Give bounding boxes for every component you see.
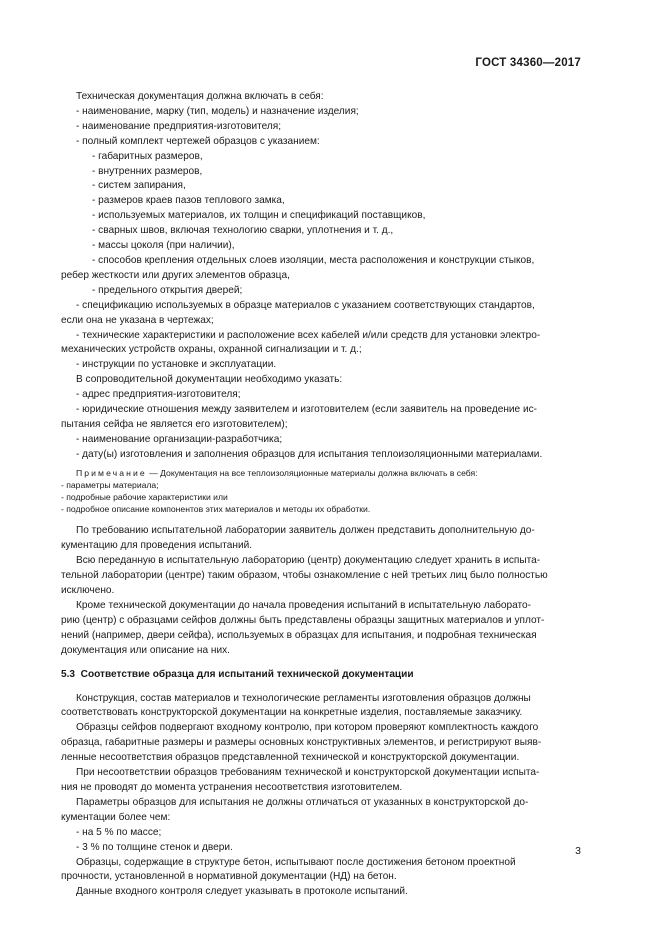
list-item: - полный комплект чертежей образцов с указанием:: [76, 135, 320, 147]
paragraph-line: Данные входного контроля следует указывать в протоколе испытаний.: [76, 886, 408, 898]
list-item-continuation: если она не указана в чертежах;: [61, 314, 214, 326]
paragraph-line: ленные несоответствия образцов представленной технической и конструкторской документации.: [61, 752, 520, 764]
paragraph-line: исключено.: [61, 585, 115, 597]
paragraph-line: кументации более чем:: [61, 811, 171, 823]
paragraph-line: Параметры образцов для испытания не должны отличаться от указанных в конструкторской до-: [76, 796, 529, 808]
paragraph-line: прочности, установленной в нормативной документации (НД) на бетон.: [61, 871, 397, 883]
list-item: - адрес предприятия-изготовителя;: [76, 389, 241, 401]
list-item: - юридические отношения между заявителем и изготовителем (если заявитель на проведение ис-: [76, 404, 538, 416]
paragraph-line: По требованию испытательной лаборатории заявитель должен представить дополнительную до-: [76, 525, 535, 537]
sub-list-item: - сварных швов, включая технологию сварки, уплотнения и т. д.,: [92, 225, 394, 237]
note-text: — Документация на все теплоизоляционные материалы должна включать в себя:: [146, 467, 478, 478]
paragraph-line: Образцы, содержащие в структуре бетон, испытывают после достижения бетоном проектной: [76, 856, 516, 868]
sub-list-item: - используемых материалов, их толщин и спецификаций поставщиков,: [92, 210, 426, 222]
list-item: - наименование, марку (тип, модель) и назначение изделия;: [76, 105, 359, 117]
sub-list-item: - габаритных размеров,: [92, 150, 203, 162]
page-number: 3: [575, 845, 581, 857]
list-item: - технические характеристики и расположение всех кабелей и/или средств для установки электро-: [76, 329, 541, 341]
section-title: Соответствие образца для испытаний технической документации: [80, 668, 414, 680]
note-item: - подробное описание компонентов этих материалов и методы их обработки.: [61, 504, 371, 515]
paragraph-line: Техническая документация должна включать в себя:: [76, 91, 324, 102]
sub-list-item-continuation: ребер жесткости или других элементов образца,: [61, 269, 290, 281]
sub-list-item: - внутренних размеров,: [92, 165, 203, 177]
list-item: - спецификацию используемых в образце материалов с указанием соответствующих стандартов,: [76, 299, 535, 311]
list-item: - дату(ы) изготовления и заполнения образцов для испытания теплоизоляционными материалами.: [76, 448, 543, 460]
list-item: - на 5 % по массе;: [76, 826, 162, 838]
paragraph-line: Образцы сейфов подвергают входному контролю, при котором проверяют комплектность каждого: [76, 722, 539, 734]
paragraph-line: нений (например, двери сейфа), используемых в образцах для испытания, и подробная техническая: [61, 629, 537, 641]
section-heading: [61, 668, 581, 683]
paragraph-line: кументацию для проведения испытаний.: [61, 540, 253, 552]
list-item-continuation: механических устройств охраны, охранной сигнализации и т. д.;: [61, 344, 362, 356]
list-item: - наименование предприятия-изготовителя;: [76, 120, 282, 132]
sub-list-item: - способов крепления отдельных слоев изоляции, места расположения и конструкции стыков,: [92, 254, 535, 266]
note-line: [61, 467, 581, 479]
note-label: Примечание: [76, 467, 147, 478]
page-content: [61, 90, 581, 900]
paragraph-line: соответствовать конструкторской документации на конкретные изделия, поставляемые заказчику.: [61, 707, 523, 719]
paragraph-line: ния не проводят до момента устранения несоответствия изготовителем.: [61, 781, 403, 793]
list-item: - 3 % по толщине стенок и двери.: [76, 841, 233, 853]
paragraph-line: В сопроводительной документации необходимо указать:: [76, 374, 343, 386]
paragraph-line: рию (центр) с образцами сейфов должны быть представлены образцы защитных материалов и уплот-: [61, 614, 545, 626]
list-item: - наименование организации-разработчика;: [76, 433, 283, 445]
list-item-continuation: пытания сейфа не является его изготовителем);: [61, 418, 288, 430]
section-number: 5.3: [61, 668, 76, 680]
sub-list-item: - предельного открытия дверей;: [92, 284, 243, 296]
note-item: - параметры материала;: [61, 479, 159, 490]
sub-list-item: - систем запирания,: [92, 180, 186, 192]
list-item: - инструкции по установке и эксплуатации.: [76, 359, 277, 371]
paragraph-line: образца, габаритные размеры и размеры основных конструктивных элементов, и регистрируют выяв-: [61, 737, 542, 749]
paragraph-line: документация или описание на них.: [61, 644, 230, 656]
paragraph-line: Конструкция, состав материалов и технологические регламенты изготовления образцов должны: [76, 692, 531, 704]
sub-list-item: - массы цоколя (при наличии),: [92, 240, 235, 252]
paragraph-line: тельной лаборатории (центре) таким образом, чтобы ознакомление с ней третьих лиц было полностью: [61, 570, 548, 582]
paragraph-line: При несоответствии образцов требованиям технической и конструкторской документации испыта-: [76, 767, 540, 779]
note-item: - подробные рабочие характеристики или: [61, 492, 228, 503]
sub-list-item: - размеров краев пазов теплового замка,: [92, 195, 285, 207]
paragraph-line: Всю переданную в испытательную лабораторию (центр) документацию следует хранить в испыта-: [76, 555, 541, 567]
standard-header: ГОСТ 34360—2017: [475, 57, 581, 69]
paragraph-line: Кроме технической документации до начала проведения испытаний в испытательную лаборато-: [76, 600, 531, 611]
